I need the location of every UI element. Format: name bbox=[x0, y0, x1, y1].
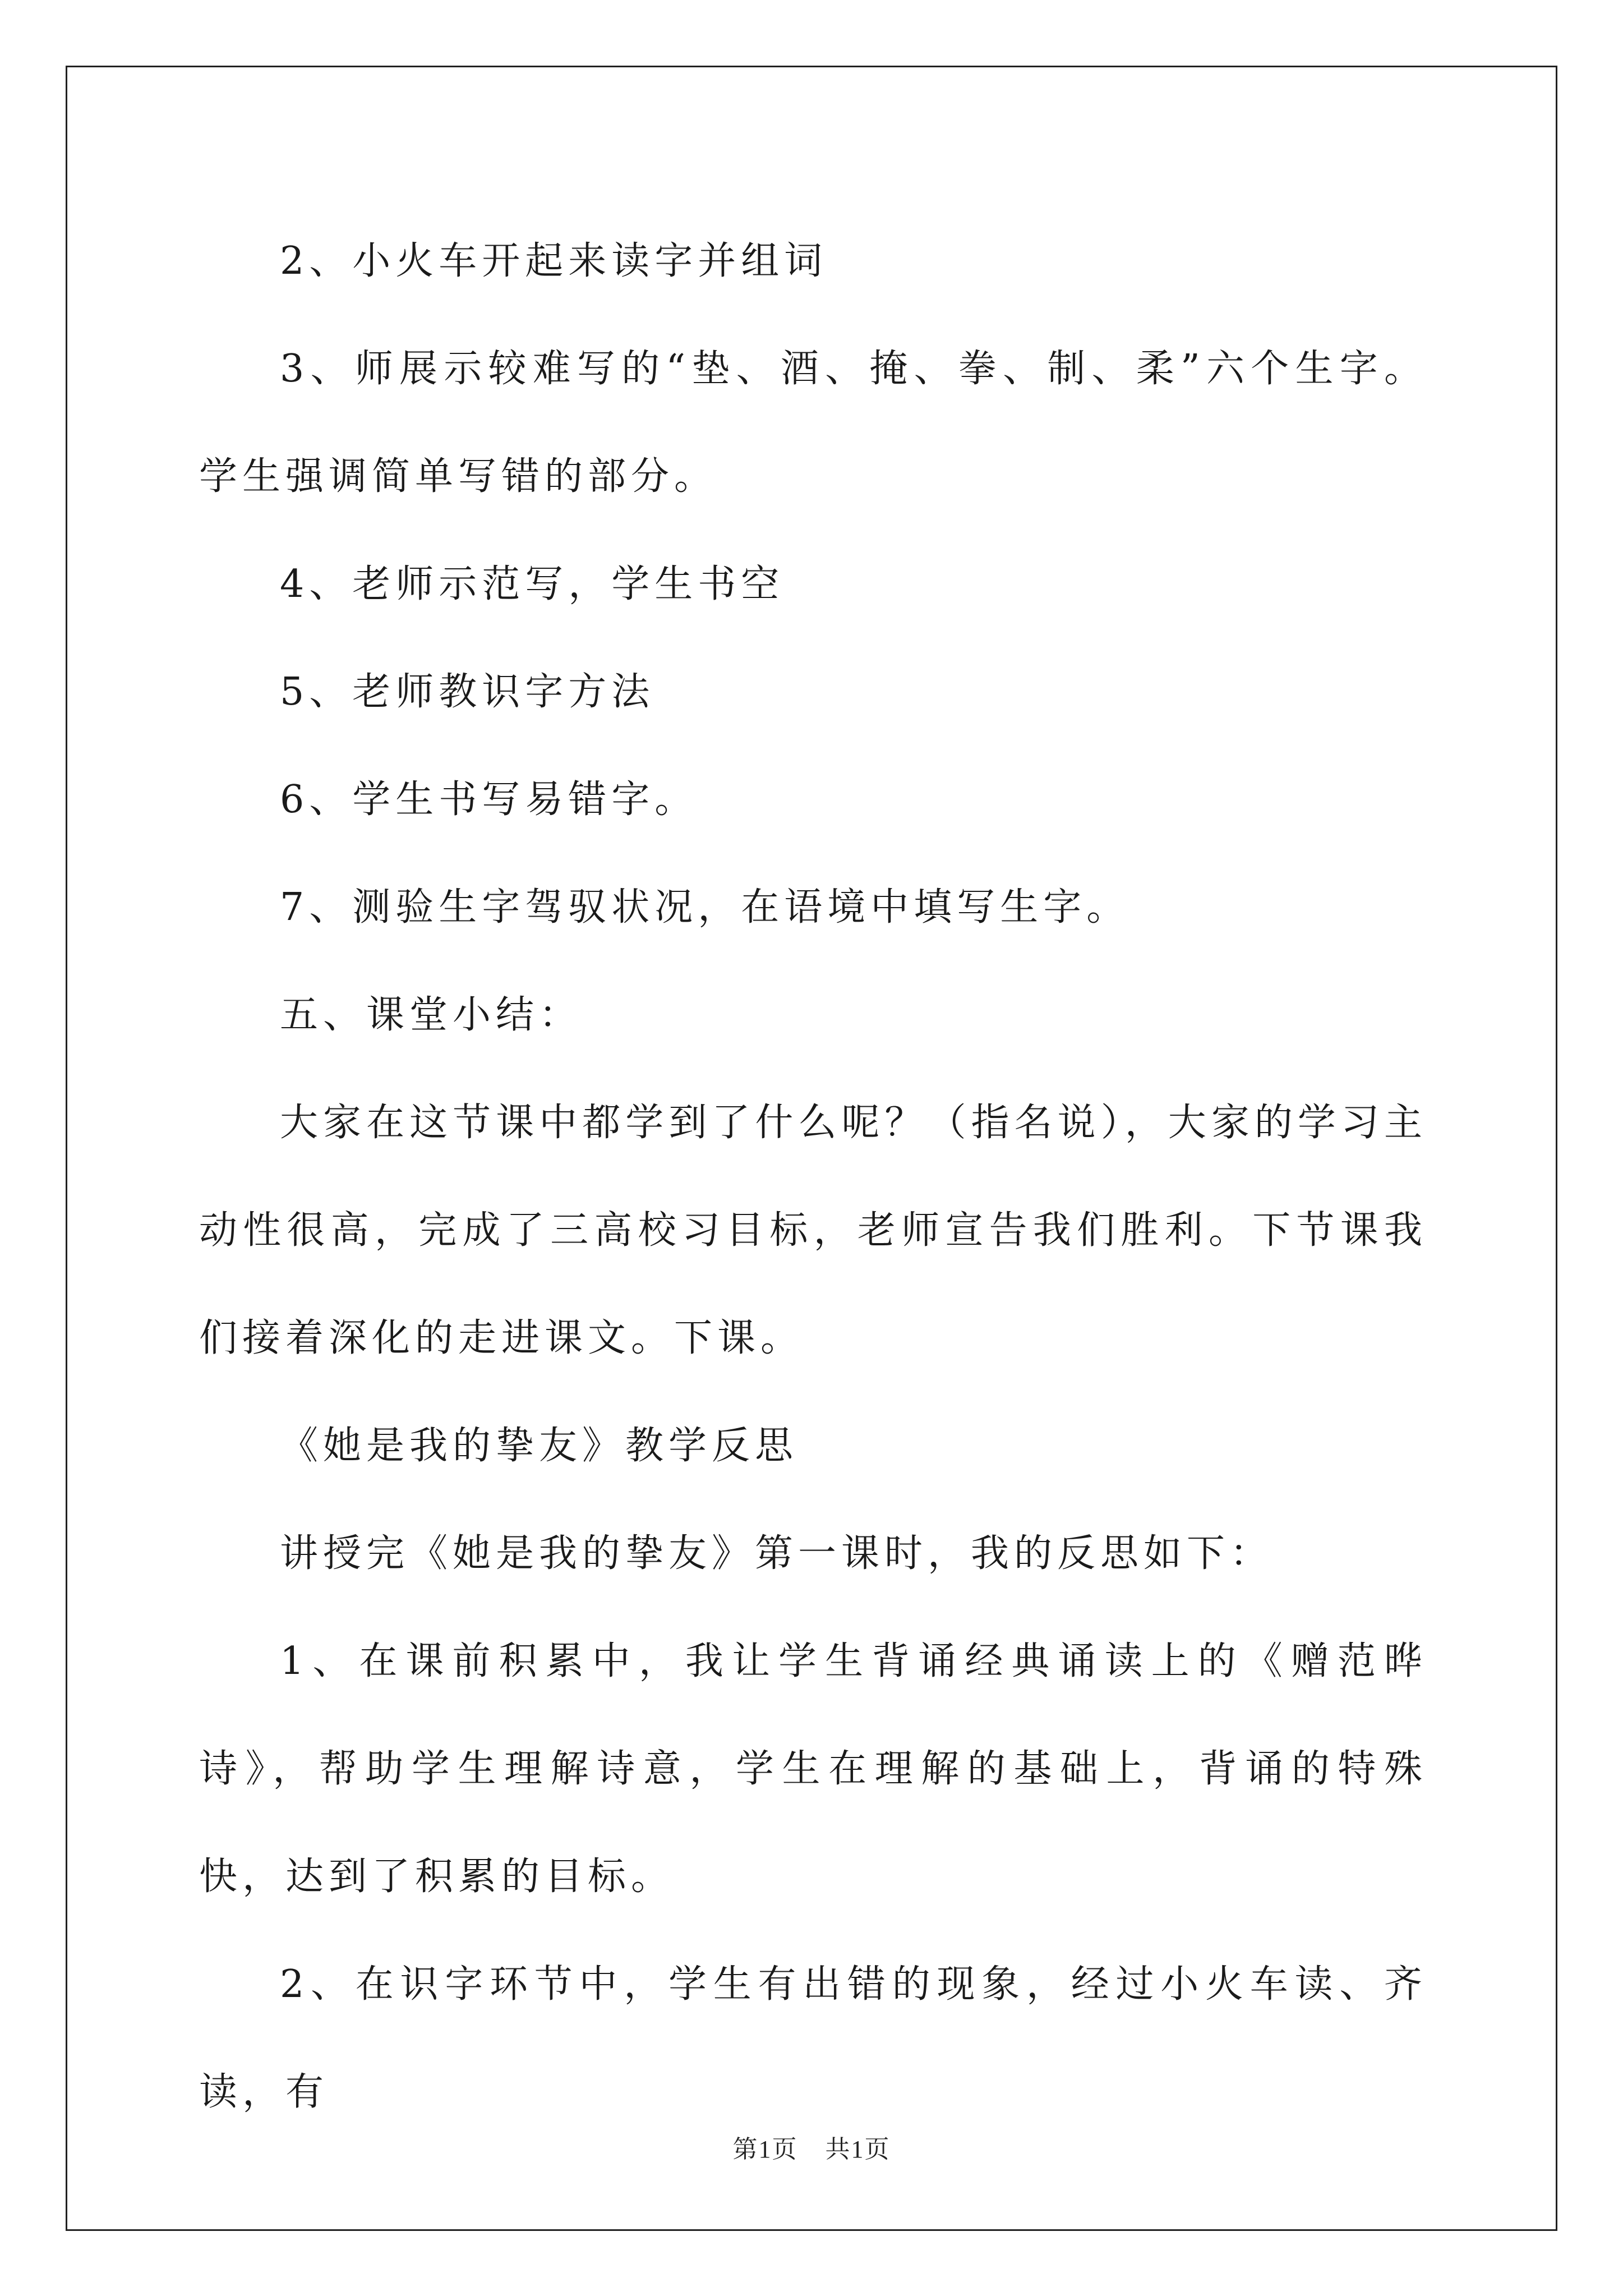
section-heading-reflection: 《她是我的挚友》教学反思 bbox=[280, 1424, 799, 1468]
paragraph-summary: 大家在这节课中都学到了什么呢？（指名说），大家的学习主动性很高，完成了三高校习目标，老师宣告我们胜利。下节课我们接着深化的走进课文。下课。 bbox=[199, 1101, 1427, 1360]
page-number-current: 第1页 bbox=[732, 2136, 798, 2163]
page-number-total: 共1页 bbox=[825, 2136, 891, 2163]
paragraph-step-5: 5、老师教识字方法 bbox=[280, 670, 655, 714]
paragraph-reflection-1: 1、在课前积累中，我让学生背诵经典诵读上的《赠范晔诗》，帮助学生理解诗意，学生在理解的基础上，背诵的特殊快，达到了积累的目标。 bbox=[199, 1639, 1427, 1899]
document-body bbox=[199, 208, 1427, 2146]
page-footer bbox=[0, 2129, 1623, 2165]
paragraph-step-4: 4、老师示范写，学生书空 bbox=[280, 562, 785, 606]
section-heading-summary: 五、课堂小结： bbox=[280, 993, 583, 1037]
paragraph-reflection-2: 2、在识字环节中，学生有出错的现象，经过小火车读、齐读，有 bbox=[199, 1962, 1427, 2114]
paragraph-step-6: 6、学生书写易错字。 bbox=[280, 777, 698, 822]
paragraph-reflection-intro: 讲授完《她是我的挚友》第一课时，我的反思如下： bbox=[280, 1531, 1274, 1576]
paragraph-step-7: 7、测验生字驾驭状况，在语境中填写生字。 bbox=[280, 885, 1130, 930]
paragraph-step-2: 2、小火车开起来读字并组词 bbox=[280, 239, 828, 283]
paragraph-step-3: 3、师展示较难写的“垫、酒、掩、拳、制、柔”六个生字。学生强调简单写错的部分。 bbox=[199, 347, 1427, 499]
